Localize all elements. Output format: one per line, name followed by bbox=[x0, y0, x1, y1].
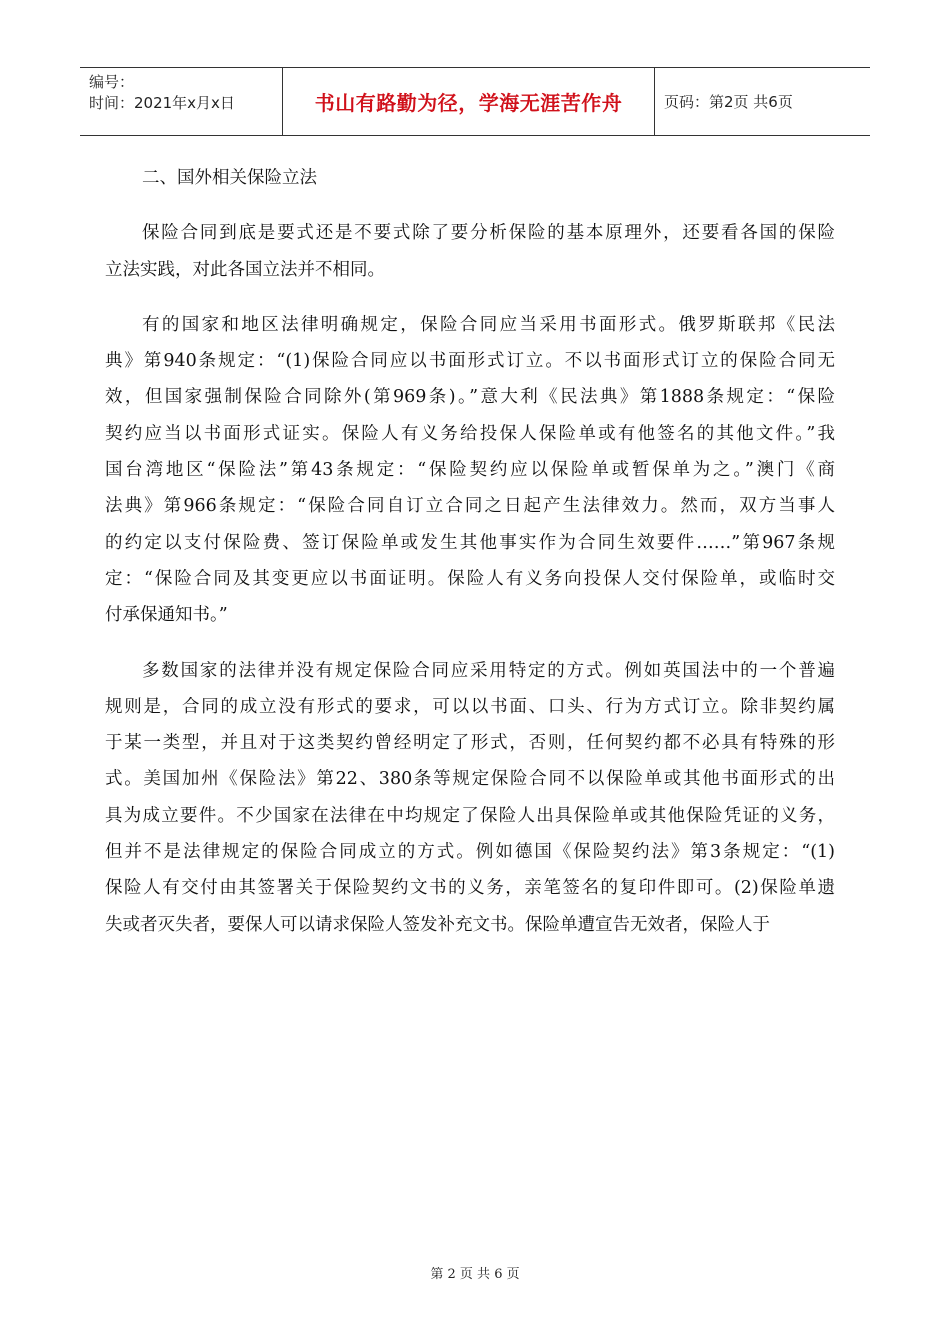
paragraph-line: 具为成立要件。不少国家在法律在中均规定了保险人出具保险单或其他保险凭证的义务， bbox=[105, 805, 835, 826]
paragraph-line: 法典》第966条规定：“保险合同自订立合同之日起产生法律效力。然而，双方当事人 bbox=[105, 496, 835, 517]
paragraph-line: 立法实践，对此各国立法并不相同。 bbox=[105, 259, 385, 280]
paragraph-line: 契约应当以书面形式证实。保险人有义务给投保人保险单或有他签名的其他文件。”我 bbox=[105, 423, 835, 444]
section-heading: 二、国外相关保险立法 bbox=[142, 168, 317, 188]
paragraph-line: 多数国家的法律并没有规定保险合同应采用特定的方式。例如英国法中的一个普遍 bbox=[142, 660, 835, 681]
paragraph bbox=[105, 307, 835, 634]
paragraph-line: 有的国家和地区法律明确规定，保险合同应当采用书面形式。俄罗斯联邦《民法 bbox=[142, 314, 835, 335]
paragraph bbox=[105, 653, 835, 943]
page-footer: 第 2 页 共 6 页 bbox=[430, 1267, 520, 1282]
paragraph-line: 式。美国加州《保险法》第22、380条等规定保险合同不以保险单或其他书面形式的出 bbox=[105, 769, 835, 790]
paragraph-line: 定：“保险合同及其变更应以书面证明。保险人有义务向投保人交付保险单，或临时交 bbox=[105, 568, 835, 589]
paragraph-line: 于某一类型，并且对于这类契约曾经明定了形式，否则，任何契约都不必具有特殊的形 bbox=[105, 733, 835, 754]
paragraph-line: 效，但国家强制保险合同除外(第969条)。”意大利《民法典》第1888条规定：“保险 bbox=[105, 387, 835, 408]
paragraph-line: 典》第940条规定：“(1)保险合同应以书面形式订立。不以书面形式订立的保险合同无 bbox=[105, 351, 835, 372]
document-number-label: 编号： bbox=[89, 73, 135, 91]
paragraph-line: 保险合同到底是要式还是不要式除了要分析保险的基本原理外，还要看各国的保险 bbox=[142, 223, 835, 244]
paragraph bbox=[105, 215, 835, 288]
paragraph-line: 的约定以支付保险费、签订保险单或发生其他事实作为合同生效要件……”第967条规 bbox=[105, 532, 835, 553]
header-page-info: 页码：第2页 共6页 bbox=[664, 93, 793, 111]
paragraph-line: 保险人有交付由其签署关于保险契约文书的义务，亲笔签名的复印件即可。(2)保险单遗 bbox=[105, 878, 835, 899]
document-body bbox=[105, 160, 835, 962]
paragraph-line: 规则是，合同的成立没有形式的要求，可以以书面、口头、行为方式订立。除非契约属 bbox=[105, 696, 835, 717]
paragraph-line: 但并不是法律规定的保险合同成立的方式。例如德国《保险契约法》第3条规定：“(1) bbox=[105, 842, 835, 863]
document-date-label: 时间：2021年x月x日 bbox=[89, 94, 235, 112]
header-meta bbox=[80, 68, 283, 135]
paragraph-list bbox=[105, 215, 835, 943]
paragraph-line: 国台湾地区“保险法”第43条规定：“保险契约应以保险单或暂保单为之。”澳门《商 bbox=[105, 460, 835, 481]
page-header bbox=[80, 67, 870, 136]
paragraph-line: 失或者灭失者，要保人可以请求保险人签发补充文书。保险单遭宣告无效者，保险人于 bbox=[105, 914, 770, 935]
header-motto: 书山有路勤为径，学海无涯苦作舟 bbox=[283, 68, 655, 135]
paragraph-line: 付承保通知书。” bbox=[105, 605, 228, 626]
